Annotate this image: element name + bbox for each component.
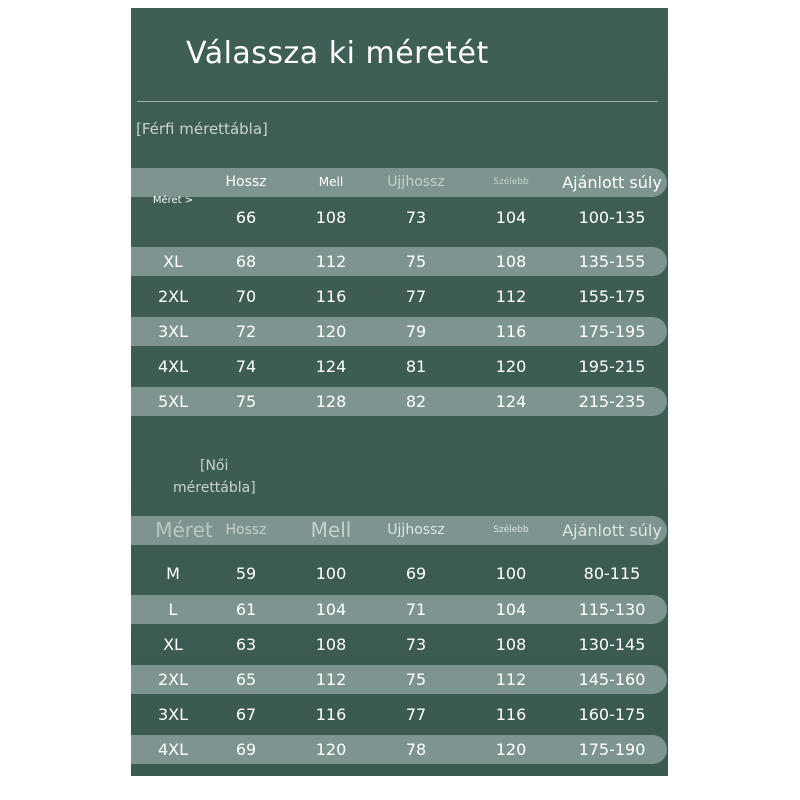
width-cell: 112 xyxy=(495,287,527,306)
width-cell: 104 xyxy=(495,208,527,227)
size-cell: 3XL xyxy=(157,322,189,341)
weight-cell: 175-195 xyxy=(578,322,646,341)
length-cell: 63 xyxy=(235,635,257,654)
length-cell: 72 xyxy=(235,322,257,341)
header-size: Méret > xyxy=(152,195,194,206)
weight-cell: 100-135 xyxy=(578,208,646,227)
size-cell: M xyxy=(166,564,180,583)
table-row xyxy=(131,630,667,659)
header-width: Szélebb xyxy=(493,525,529,535)
size-chart-card xyxy=(131,8,668,776)
header-chest: Mell xyxy=(310,518,352,542)
header-weight: Ajánlott súly xyxy=(562,521,662,540)
sleeve-cell: 77 xyxy=(405,287,427,306)
length-cell: 70 xyxy=(235,287,257,306)
men-table-label: [Férfi mérettábla] xyxy=(136,120,268,138)
sleeve-cell: 78 xyxy=(405,740,427,759)
sleeve-cell: 73 xyxy=(405,635,427,654)
weight-cell: 155-175 xyxy=(578,287,646,306)
size-cell: XL xyxy=(163,635,183,654)
width-cell: 104 xyxy=(495,600,527,619)
length-cell: 66 xyxy=(235,208,257,227)
table-row xyxy=(131,387,667,416)
header-sleeve: Ujjhossz xyxy=(387,174,445,190)
table-row xyxy=(131,352,667,381)
header-length: Hossz xyxy=(225,522,267,538)
chest-cell: 108 xyxy=(315,635,347,654)
women-table-label-line1: [Női xyxy=(200,458,229,474)
sleeve-cell: 75 xyxy=(405,252,427,271)
table-row xyxy=(131,282,667,311)
sleeve-cell: 69 xyxy=(405,564,427,583)
sleeve-cell: 81 xyxy=(405,357,427,376)
weight-cell: 175-190 xyxy=(578,740,646,759)
length-cell: 74 xyxy=(235,357,257,376)
chest-cell: 120 xyxy=(315,322,347,341)
weight-cell: 215-235 xyxy=(578,392,646,411)
length-cell: 75 xyxy=(235,392,257,411)
length-cell: 61 xyxy=(235,600,257,619)
size-cell: 4XL xyxy=(157,357,189,376)
table-row xyxy=(131,665,667,694)
table-row xyxy=(131,247,667,276)
chest-cell: 104 xyxy=(315,600,347,619)
width-cell: 108 xyxy=(495,635,527,654)
sleeve-cell: 82 xyxy=(405,392,427,411)
men-header-row xyxy=(131,168,667,206)
width-cell: 112 xyxy=(495,670,527,689)
length-cell: 69 xyxy=(235,740,257,759)
width-cell: 108 xyxy=(495,252,527,271)
size-cell: 2XL xyxy=(157,670,189,689)
size-cell: 4XL xyxy=(157,740,189,759)
width-cell: 120 xyxy=(495,740,527,759)
table-row xyxy=(131,317,667,346)
table-row xyxy=(131,735,667,764)
sleeve-cell: 71 xyxy=(405,600,427,619)
sleeve-cell: 73 xyxy=(405,208,427,227)
size-cell xyxy=(131,203,215,232)
sleeve-cell: 79 xyxy=(405,322,427,341)
size-cell: 2XL xyxy=(157,287,189,306)
chest-cell: 116 xyxy=(315,287,347,306)
weight-cell: 135-155 xyxy=(578,252,646,271)
width-cell: 116 xyxy=(495,322,527,341)
length-cell: 68 xyxy=(235,252,257,271)
chest-cell: 120 xyxy=(315,740,347,759)
women-table-label-line2: mérettábla] xyxy=(173,480,256,496)
width-cell: 124 xyxy=(495,392,527,411)
header-length: Hossz xyxy=(225,174,267,190)
chest-cell: 108 xyxy=(315,208,347,227)
width-cell: 100 xyxy=(495,564,527,583)
size-cell: XL xyxy=(163,252,183,271)
chest-cell: 128 xyxy=(315,392,347,411)
width-cell: 116 xyxy=(495,705,527,724)
weight-cell: 195-215 xyxy=(578,357,646,376)
length-cell: 59 xyxy=(235,564,257,583)
size-cell: 3XL xyxy=(157,705,189,724)
chest-cell: 116 xyxy=(315,705,347,724)
chest-cell: 112 xyxy=(315,252,347,271)
size-cell: L xyxy=(168,600,178,619)
table-row xyxy=(131,203,667,232)
width-cell: 120 xyxy=(495,357,527,376)
title-divider xyxy=(137,101,658,102)
sleeve-cell: 75 xyxy=(405,670,427,689)
length-cell: 67 xyxy=(235,705,257,724)
header-width: Szélebb xyxy=(493,177,529,187)
table-row xyxy=(131,595,667,624)
table-row xyxy=(131,559,667,588)
chest-cell: 112 xyxy=(315,670,347,689)
weight-cell: 160-175 xyxy=(578,705,646,724)
header-size: Méret xyxy=(155,518,213,542)
header-chest: Mell xyxy=(318,175,344,189)
header-weight: Ajánlott súly xyxy=(562,173,662,192)
header-sleeve: Ujjhossz xyxy=(387,522,445,538)
weight-cell: 80-115 xyxy=(583,564,641,583)
table-row xyxy=(131,700,667,729)
women-header-row xyxy=(131,516,667,545)
weight-cell: 130-145 xyxy=(578,635,646,654)
weight-cell: 115-130 xyxy=(578,600,646,619)
chest-cell: 124 xyxy=(315,357,347,376)
size-cell: 5XL xyxy=(157,392,189,411)
sleeve-cell: 77 xyxy=(405,705,427,724)
length-cell: 65 xyxy=(235,670,257,689)
page-title: Válassza ki méretét xyxy=(186,36,489,71)
weight-cell: 145-160 xyxy=(578,670,646,689)
chest-cell: 100 xyxy=(315,564,347,583)
